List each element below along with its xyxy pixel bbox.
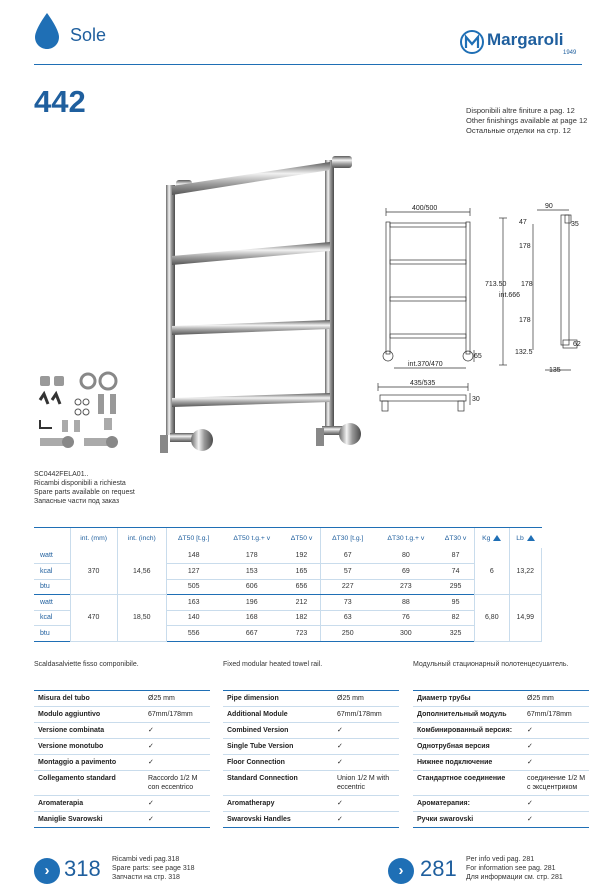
dim-top-depth: 30 <box>472 396 480 403</box>
description-en: Fixed modular heated towel rail. <box>223 661 323 668</box>
feature-row: Standard Connection Union 1/2 M with eccentric <box>223 771 399 796</box>
dim-pitch-1: 178 <box>519 243 531 250</box>
feature-row: Modulo aggiuntivo 67mm/178mm <box>34 707 210 723</box>
features-table-en <box>223 690 399 828</box>
feature-row: Pipe dimension Ø25 mm <box>223 691 399 707</box>
table-row: kcal 127 153 165 57 69 74 <box>34 564 542 580</box>
spare-note-it: Ricambi disponibili a richiesta <box>34 480 126 487</box>
feature-row: Комбинированный версия: ✓ <box>413 723 589 739</box>
feature-row: Montaggio a pavimento ✓ <box>34 755 210 771</box>
table-header-row <box>34 528 542 548</box>
feature-row: Additional Module 67mm/178mm <box>223 707 399 723</box>
dim-int-height: int.666 <box>499 292 521 299</box>
dim-pitch-3: 178 <box>519 317 531 324</box>
feature-row: Floor Connection ✓ <box>223 755 399 771</box>
spare-note-ru: Запасные части под заказ <box>34 498 120 505</box>
feature-row: Стандартное соединение соединение 1/2 M с эксцентриком <box>413 771 589 796</box>
finish-note-en: Other finishings available at page 12 <box>466 116 588 125</box>
spare-parts-reference: Ricambi vedi pag.318 Spare parts: see page 318 Запчасти на стр. 318 <box>112 856 195 881</box>
feature-row: Однотрубная версия ✓ <box>413 739 589 755</box>
col-int-inch: int. (inch) <box>117 528 166 548</box>
info-reference: Per info vedi pag. 281 For information see pag. 281 Для информации см. стр. 281 <box>466 856 563 881</box>
dim-int-width: int.370/470 <box>408 361 443 368</box>
col-int-mm: int. (mm) <box>70 528 117 548</box>
dim-pitch-2: 178 <box>521 281 533 288</box>
col-lb: Lb <box>516 534 524 542</box>
feature-row: Нижнее подключение ✓ <box>413 755 589 771</box>
dim-side-floor: 135 <box>549 367 561 374</box>
spare-parts-photo <box>34 370 139 465</box>
feature-row: Collegamento standard Raccordo 1/2 M con eccentrico <box>34 771 210 796</box>
col-dt30-v: ΔT30 v <box>444 534 467 542</box>
col-dt50-tg: ΔT50 [t.g.] <box>166 528 220 548</box>
feature-row: Aromatherapy ✓ <box>223 796 399 812</box>
spare-parts-page-number[interactable]: 318 <box>64 856 101 881</box>
finish-note-ru: Остальные отделки на стр. 12 <box>466 126 571 135</box>
table-row: watt 470 18,50 163 196 212 73 88 95 6,80 14,99 <box>34 595 542 611</box>
dim-side-depth: 90 <box>545 203 553 210</box>
weight-icon <box>493 535 501 541</box>
description-ru: Модульный стационарный полотенцесушитель. <box>413 661 569 668</box>
features-table-ru <box>413 690 589 828</box>
feature-row: Ароматерапия: ✓ <box>413 796 589 812</box>
brand-logo <box>460 28 584 62</box>
info-link-arrow-icon[interactable]: › <box>388 858 414 884</box>
dim-height: 713.50 <box>485 281 507 288</box>
feature-row: Misura del tubo Ø25 mm <box>34 691 210 707</box>
dim-top-offset: 47 <box>519 219 527 226</box>
features-table-it <box>34 690 210 828</box>
dim-bottom: 65 <box>474 353 482 360</box>
feature-row: Swarovski Handles ✓ <box>223 812 399 828</box>
dim-side-pipe: 62 <box>573 341 581 348</box>
finish-note-it: Disponibili altre finiture a pag. 12 <box>466 106 575 115</box>
technical-drawing-side <box>485 200 583 375</box>
technical-drawing-top <box>370 375 485 415</box>
spare-code: SC0442FELA01.. <box>34 471 89 478</box>
feature-row: Versione combinata ✓ <box>34 723 210 739</box>
finish-notes <box>466 106 587 136</box>
col-kg: Kg <box>482 534 491 542</box>
description-it: Scaldasalviette fisso componibile. <box>34 661 139 668</box>
dim-side-bottom: 132.5 <box>515 349 533 356</box>
spare-note-en: Spare parts available on request <box>34 489 135 496</box>
collection-title: Sole <box>70 25 107 45</box>
dim-width: 400/500 <box>412 205 438 212</box>
weight-icon <box>527 535 535 541</box>
water-drop-icon <box>32 12 62 55</box>
header-rule <box>34 64 582 65</box>
feature-row: Maniglie Svarowski ✓ <box>34 812 210 828</box>
table-row: kcal 140 168 182 63 76 82 <box>34 610 542 626</box>
brand-year: 1949 <box>563 50 577 56</box>
col-dt30-tg: ΔT30 [t.g.] <box>320 528 374 548</box>
spec-table <box>34 528 542 642</box>
spare-parts-link-arrow-icon[interactable]: › <box>34 858 60 884</box>
spare-parts-note <box>34 470 135 506</box>
feature-row: Aromaterapia ✓ <box>34 796 210 812</box>
feature-row: Дополнительный модуль 67mm/178mm <box>413 707 589 723</box>
feature-row: Ручки swarovski ✓ <box>413 812 589 828</box>
col-dt50-tgv: ΔT50 t.g.+ v <box>233 534 271 542</box>
model-number: 442 <box>34 84 86 119</box>
info-page-number[interactable]: 281 <box>420 856 457 881</box>
table-row: btu 556 667 723 250 300 325 <box>34 626 542 642</box>
feature-row: Диаметр трубы Ø25 mm <box>413 691 589 707</box>
feature-row: Combined Version ✓ <box>223 723 399 739</box>
brand-name: Margaroli <box>487 30 564 49</box>
dim-side-top: 35 <box>571 221 579 228</box>
col-dt30-tgv: ΔT30 t.g.+ v <box>387 534 425 542</box>
table-row: watt 370 14,56 148 178 192 67 80 87 6 13,22 <box>34 548 542 564</box>
feature-row: Single Tube Version ✓ <box>223 739 399 755</box>
product-photo <box>150 150 368 456</box>
feature-row: Versione monotubo ✓ <box>34 739 210 755</box>
col-dt50-v: ΔT50 v <box>290 534 313 542</box>
dim-top-width: 435/535 <box>410 380 436 387</box>
table-row: btu 505 606 656 227 273 295 <box>34 579 542 595</box>
technical-drawing-front <box>370 200 480 375</box>
